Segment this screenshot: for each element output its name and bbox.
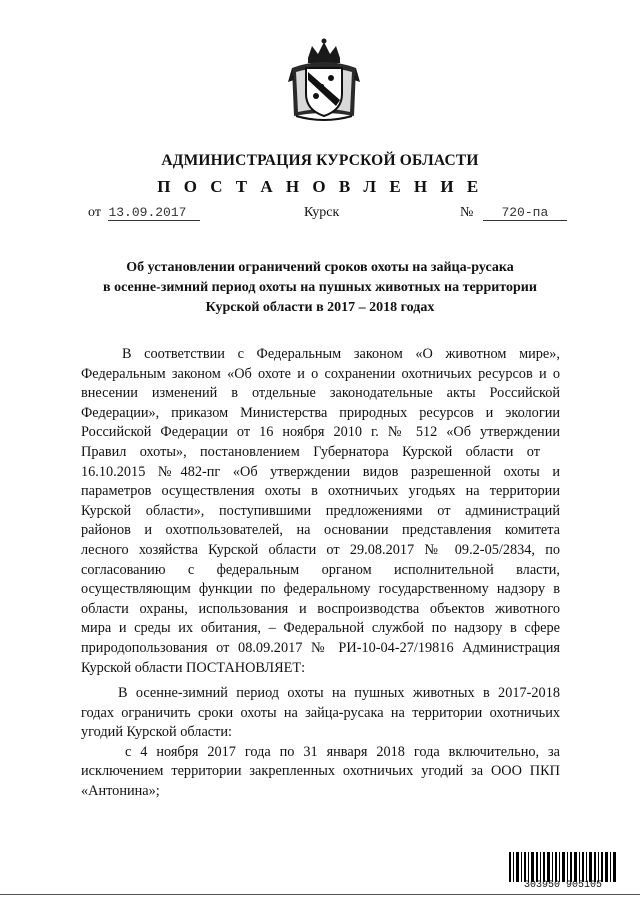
title-line: Об установлении ограничений сроков охоты на зайца-русака	[126, 260, 514, 275]
body-line: «Антонина»;	[81, 783, 160, 799]
body-line: Федерации», приказом Министерства природных ресурсов и экологии	[81, 404, 560, 421]
city-label: Курск	[304, 205, 340, 220]
body-line: Федеральным законом «Об охоте и о сохранении охотничьих ресурсов и о	[81, 365, 560, 382]
body-line: годах ограничить сроки охоты на зайца-русака на территории охотничьих	[81, 704, 560, 721]
body-line: исключением территории закрепленных охотничьих угодий за ООО ПКП	[81, 763, 560, 780]
body-line: с 4 ноября 2017 года по 31 января 2018 года включительно, за	[125, 743, 560, 760]
title-line: Курской области в 2017 – 2018 годах	[205, 300, 435, 315]
title-line: в осенне-зимний период охоты на пушных животных на территории	[103, 280, 537, 295]
body-line: параметров осуществления охоты в охотничьих угодьях на территории	[81, 483, 560, 500]
organization-name: АДМИНИСТРАЦИЯ КУРСКОЙ ОБЛАСТИ	[161, 152, 479, 169]
body-line: осуществляющим функции по федеральному государственному надзору в	[81, 581, 560, 598]
body-line: внесении изменений в отдельные законодательные акты Российской	[81, 385, 560, 402]
document-type: П О С Т А Н О В Л Е Н И Е	[157, 177, 483, 196]
body-line: Курской области ПОСТАНОВЛЯЕТ:	[81, 659, 306, 676]
date-field	[88, 205, 200, 221]
body-line: районов и охотпользователей, на основании представления комитета	[81, 522, 560, 539]
body-line: 16.10.2015 №482-пг «Об утверждении видов разрешенной охоты и	[81, 463, 560, 480]
coat-of-arms-emblem	[286, 38, 362, 122]
barcode-bars	[509, 852, 617, 882]
body-line: Российской Федерации от 16 ноября 2010 г. № 512 «Об утверждении	[81, 424, 560, 441]
body-line: В осенне-зимний период охоты на пушных животных в 2017-2018	[118, 685, 560, 701]
body-line: угодий Курской области:	[81, 724, 233, 741]
body-line: В соответствии с Федеральным законом «О животном мире»,	[122, 346, 560, 362]
body-line: Курской области», поступившими предложениями от администраций	[81, 502, 560, 519]
body-line: природопользования от 08.09.2017 № РИ-10-04-27/19816 Администрация	[81, 640, 560, 656]
body-line: Правил охоты», постановлением Губернатора Курской области от	[81, 444, 540, 460]
body-line: лесного хозяйства Курской области от 29.08.2017 № 09.2-05/2834, по	[81, 542, 560, 558]
barcode-number: 303950 905105	[523, 880, 602, 891]
date-value: 13.09.2017	[108, 206, 200, 221]
number-value: 720-па	[483, 206, 567, 221]
date-prefix: от	[88, 205, 101, 220]
number-field	[460, 205, 567, 221]
scan-edge-line	[0, 894, 640, 895]
document-title	[60, 258, 580, 318]
barcode	[509, 852, 617, 894]
body-line: согласованию с федеральным органом исполнительной власти,	[81, 561, 560, 578]
body-line: мира и среды их обитания, – Федеральной службой по надзору в сфере	[81, 620, 560, 637]
body-line: области охраны, использования и воспроизводства объектов животного	[81, 600, 560, 617]
number-prefix: №	[460, 205, 474, 220]
